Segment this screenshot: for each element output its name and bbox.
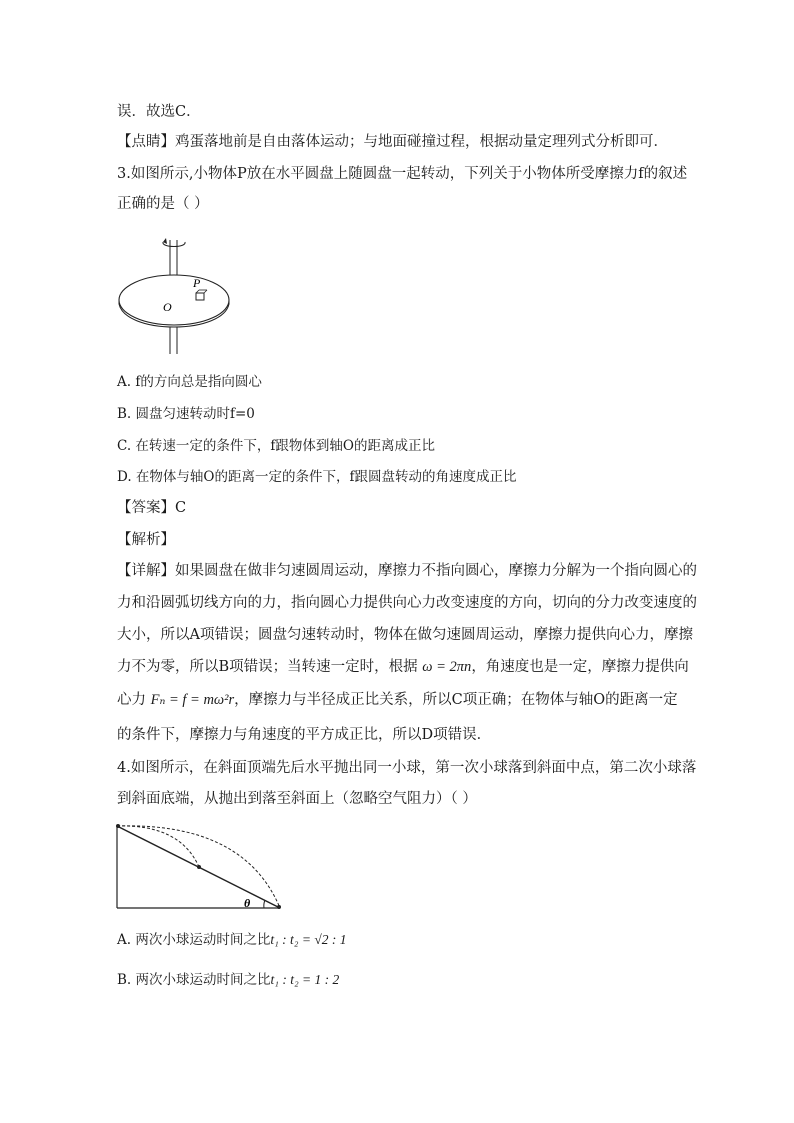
detail-text1: 如果圆盘在做非匀速圆周运动，摩擦力不指向圆心，摩擦力分解为一个指向圆心的 [175, 563, 697, 579]
detail-text5a: 心力 [117, 692, 146, 708]
q3-option-a: A. f的方向总是指向圆心 [117, 374, 262, 390]
q3-stem-line1: 3.如图所示,小物体P放在水平圆盘上随圆盘一起转动，下列关于小物体所受摩擦力f的叙述 [117, 166, 688, 182]
answer-label: 【答案】 [117, 500, 175, 516]
tip-label: 【点睛】 [117, 134, 175, 150]
detail-text4a: 力不为零，所以B项错误；当转速一定时，根据 [117, 659, 418, 675]
detail-label: 【详解】 [117, 563, 175, 579]
analysis-label: 【解析】 [117, 532, 175, 548]
q3-option-c: C. 在转速一定的条件下，f跟物体到轴O的距离成正比 [117, 438, 435, 454]
label-o: O [163, 300, 172, 314]
q3-stem-line2: 正确的是（ ） [117, 196, 209, 212]
formula-fn: Fₙ = f = mω²r [150, 692, 235, 708]
q3-rotating-disc-figure [117, 232, 242, 357]
detail-line6: 的条件下，摩擦力与角速度的平方成正比，所以D项错误． [117, 727, 492, 743]
q4-option-a [117, 930, 347, 950]
prev-answer-end: 误．故选C． [117, 104, 201, 120]
q3-option-d: D. 在物体与轴O的距离一定的条件下，f跟圆盘转动的角速度成正比 [117, 469, 517, 485]
tip-paragraph [117, 132, 668, 152]
q4-stem-line2: 到斜面底端，从抛出到落至斜面上（忽略空气阻力）（ ） [117, 791, 477, 807]
detail-line3: 大小，所以A项错误；圆盘匀速转动时，物体在做匀速圆周运动，摩擦力提供向心力，摩擦 [117, 627, 693, 643]
label-p: P [193, 276, 201, 290]
answer-value: C [175, 500, 187, 516]
detail-line4 [117, 657, 689, 677]
q4-incline-figure [114, 820, 284, 912]
q4-option-a-text: A. 两次小球运动时间之比 [117, 932, 271, 948]
detail-text4b: ，角速度也是一定，摩擦力提供向 [471, 659, 689, 675]
q3-option-b: B. 圆盘匀速转动时f=0 [117, 406, 255, 422]
q4-option-a-formula: t₁ : t₂ = √2 : 1 [270, 932, 347, 947]
formula-omega: ω = 2πn [422, 659, 472, 675]
q4-option-b [117, 970, 339, 990]
label-theta: θ [244, 896, 251, 910]
q4-stem-line1: 4.如图所示，在斜面顶端先后水平抛出同一小球，第一次小球落到斜面中点，第二次小球落 [117, 760, 697, 776]
detail-line1 [117, 561, 697, 581]
q3-answer [117, 498, 186, 518]
detail-line2: 力和沿圆弧切线方向的力，指向圆心力提供向心力改变速度的方向，切向的分力改变速度的 [117, 595, 697, 611]
tip-text: 鸡蛋落地前是自由落体运动；与地面碰撞过程，根据动量定理列式分析即可． [175, 134, 668, 150]
detail-line5 [117, 690, 678, 710]
detail-text5b: ，摩擦力与半径成正比关系，所以C项正确；在物体与轴O的距离一定 [234, 692, 678, 708]
q4-option-b-text: B. 两次小球运动时间之比 [117, 972, 271, 988]
q4-option-b-formula: t₁ : t₂ = 1 : 2 [270, 972, 340, 987]
